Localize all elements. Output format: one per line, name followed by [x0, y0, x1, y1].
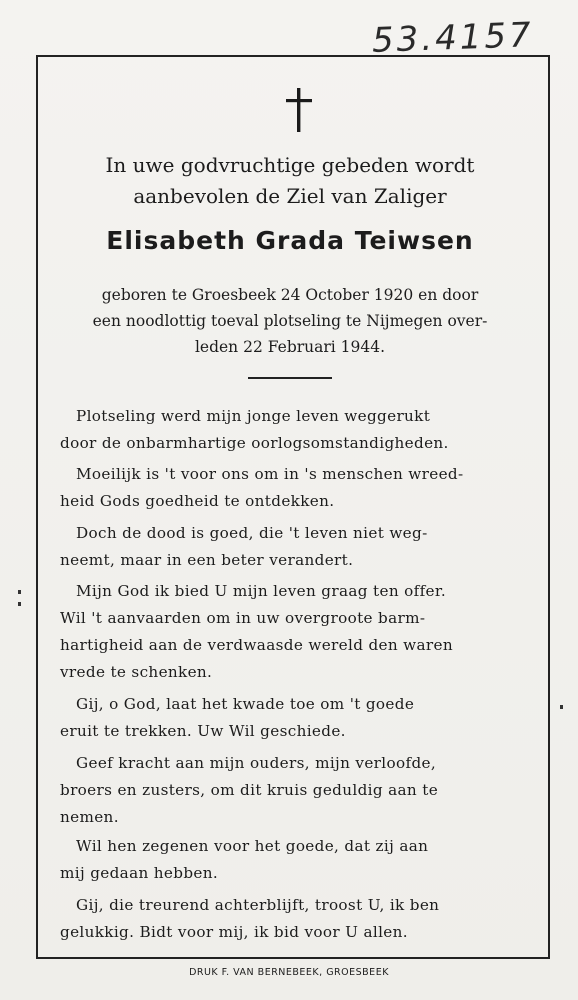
verse-line: Gij, die treurend achterblijft, troost U, ik ben	[76, 896, 440, 914]
divider	[248, 377, 332, 379]
verse-line: Moeilijk is 't voor ons om in 's menschen wreed-	[76, 465, 464, 483]
verse-paragraph	[60, 403, 526, 457]
bio-line: geboren te Groesbeek 24 October 1920 en door	[101, 286, 479, 304]
verse-line: neemt, maar in een beter verandert.	[60, 550, 354, 569]
verse-line: Mijn God ik bied U mijn leven graag ten offer.	[76, 582, 447, 600]
verse-line: nemen.	[60, 807, 119, 826]
verse-paragraph	[60, 461, 526, 515]
bio	[60, 282, 520, 360]
bio-line: leden 22 Februari 1944.	[194, 338, 386, 356]
verse-line: Gij, o God, laat het kwade toe om 't goede	[76, 695, 415, 713]
verse-line: Plotseling werd mijn jonge leven weggerukt	[76, 407, 431, 425]
verse-paragraph	[60, 691, 526, 745]
speck	[18, 590, 21, 594]
verse-paragraph	[60, 520, 526, 574]
deceased-name: Elisabeth Grada Teiwsen	[106, 226, 474, 255]
verse-line: Geef kracht aan mijn ouders, mijn verloofde,	[76, 754, 437, 772]
verse-line: mij gedaan hebben.	[60, 863, 219, 882]
verse-paragraph	[60, 750, 526, 831]
printer-credit: DRUK F. VAN BERNEBEEK, GROESBEEK	[189, 967, 389, 978]
cross-icon	[284, 88, 314, 132]
verse-line: hartigheid aan de verdwaasde wereld den waren	[60, 635, 453, 654]
verse-line: gelukkig. Bidt voor mij, ik bid voor U allen.	[60, 922, 408, 941]
verse-line: heid Gods goedheid te ontdekken.	[60, 491, 335, 510]
heading-line: aanbevolen de Ziel van Zaliger	[133, 184, 447, 208]
verse-line: door de onbarmhartige oorlogsomstandigheden.	[60, 433, 449, 452]
verse-line: broers en zusters, om dit kruis geduldig aan te	[60, 780, 439, 799]
verse-paragraph	[60, 578, 526, 686]
verse-line: vrede te schenken.	[60, 662, 213, 681]
verse-paragraph	[60, 892, 526, 946]
verse-paragraph	[60, 833, 526, 887]
verse-line: Doch de dood is goed, die 't leven niet weg-	[76, 524, 428, 542]
bio-line: een noodlottig toeval plotseling te Nijmegen over-	[92, 312, 488, 330]
heading	[60, 150, 520, 212]
heading-line: In uwe godvruchtige gebeden wordt	[105, 153, 475, 177]
archive-number: 53.4157	[371, 15, 535, 61]
verse-line: Wil hen zegenen voor het goede, dat zij aan	[76, 837, 429, 855]
speck	[18, 602, 21, 606]
speck	[560, 705, 563, 709]
verse-line: Wil 't aanvaarden om in uw overgroote barm-	[60, 608, 426, 627]
verse-line: eruit te trekken. Uw Wil geschiede.	[60, 721, 346, 740]
